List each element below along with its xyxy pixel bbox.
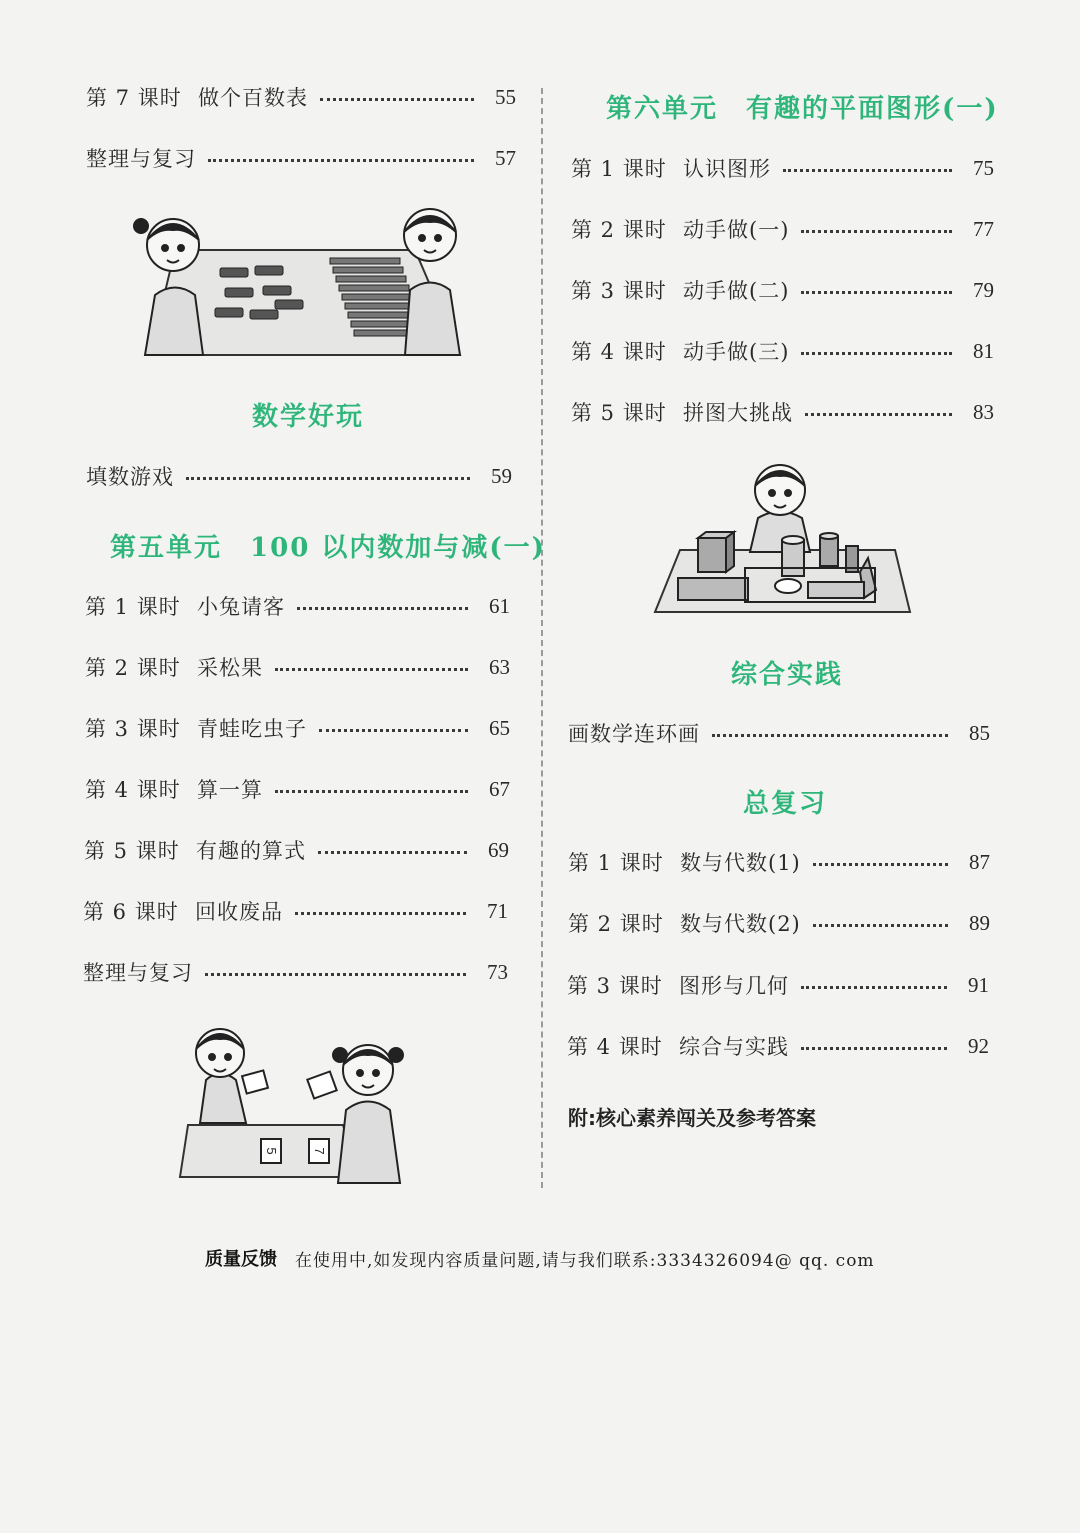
lesson-number: 第 1 课时 bbox=[571, 157, 667, 181]
page-number: 59 bbox=[491, 463, 512, 488]
leader-dots bbox=[712, 734, 948, 737]
toc-entry[interactable] bbox=[568, 716, 990, 750]
toc-entry[interactable] bbox=[83, 894, 508, 928]
page-number: 71 bbox=[487, 898, 508, 923]
lesson-title: 整理与复习 bbox=[86, 147, 196, 171]
toc-entry[interactable] bbox=[567, 968, 989, 1002]
lesson-title: 综合与实践 bbox=[679, 1035, 789, 1059]
lesson-title: 认识图形 bbox=[683, 157, 771, 181]
page-number: 81 bbox=[973, 338, 994, 363]
page-number: 77 bbox=[973, 216, 994, 241]
leader-dots bbox=[297, 607, 468, 610]
lesson-title: 算一算 bbox=[197, 778, 263, 802]
lesson-title: 数与代数(1) bbox=[680, 851, 801, 875]
kids-counting-sticks-illustration bbox=[125, 200, 475, 360]
page-number: 73 bbox=[487, 959, 508, 984]
toc-entry[interactable] bbox=[86, 141, 516, 175]
page-number: 92 bbox=[968, 1033, 989, 1058]
lesson-title: 图形与几何 bbox=[679, 974, 789, 998]
page-number: 57 bbox=[495, 145, 516, 170]
section-heading-fun-math: 数学好玩 bbox=[252, 402, 365, 432]
toc-entry[interactable] bbox=[84, 833, 509, 867]
leader-dots bbox=[813, 924, 948, 927]
leader-dots bbox=[275, 790, 468, 793]
lesson-title: 整理与复习 bbox=[83, 961, 193, 985]
kids-number-cards-illustration bbox=[178, 1015, 418, 1185]
lesson-number: 第 5 课时 bbox=[571, 401, 667, 425]
lesson-title: 小兔请客 bbox=[197, 595, 285, 619]
toc-entry[interactable] bbox=[85, 772, 510, 806]
lesson-number: 第 3 课时 bbox=[85, 717, 181, 741]
lesson-title: 有趣的算式 bbox=[196, 839, 306, 863]
unit-number: 第六单元 bbox=[606, 94, 719, 124]
lesson-number: 第 3 课时 bbox=[571, 279, 667, 303]
lesson-number: 第 2 课时 bbox=[568, 912, 664, 936]
lesson-title: 采松果 bbox=[197, 656, 263, 680]
page-number: 69 bbox=[488, 837, 509, 862]
lesson-number: 第 5 课时 bbox=[84, 839, 180, 863]
lesson-title: 动手做(三) bbox=[683, 340, 790, 364]
unit-number: 第五单元 bbox=[110, 533, 223, 563]
toc-entry[interactable] bbox=[571, 334, 994, 368]
toc-entry[interactable] bbox=[568, 845, 990, 879]
unit-heading-6 bbox=[606, 88, 999, 125]
leader-dots bbox=[801, 352, 952, 355]
page-number: 61 bbox=[489, 593, 510, 618]
toc-entry[interactable] bbox=[567, 1029, 989, 1063]
leader-dots bbox=[295, 912, 466, 915]
lesson-number: 第 2 课时 bbox=[571, 218, 667, 242]
lesson-title: 数与代数(2) bbox=[680, 912, 801, 936]
leader-dots bbox=[801, 986, 947, 989]
leader-dots bbox=[801, 1047, 947, 1050]
feedback-text: 在使用中,如发现内容质量问题,请与我们联系:3334326094@ qq. com bbox=[295, 1250, 875, 1271]
lesson-title: 回收废品 bbox=[195, 900, 283, 924]
leader-dots bbox=[805, 413, 952, 416]
lesson-title: 动手做(一) bbox=[683, 218, 790, 242]
leader-dots bbox=[320, 98, 474, 101]
leader-dots bbox=[801, 291, 952, 294]
leader-dots bbox=[319, 729, 468, 732]
leader-dots bbox=[783, 169, 952, 172]
leader-dots bbox=[801, 230, 952, 233]
page-number: 89 bbox=[969, 910, 990, 935]
page-number: 55 bbox=[495, 84, 516, 109]
lesson-title: 做个百数表 bbox=[198, 86, 308, 110]
leader-dots bbox=[318, 851, 467, 854]
lesson-number: 第 7 课时 bbox=[86, 86, 182, 110]
lesson-title: 画数学连环画 bbox=[568, 722, 700, 746]
appendix-note: 附:核心素养闯关及参考答案 bbox=[568, 1106, 816, 1130]
page-number: 63 bbox=[489, 654, 510, 679]
unit-title: 有趣的平面图形(一) bbox=[746, 94, 999, 124]
lesson-number: 第 1 课时 bbox=[568, 851, 664, 875]
toc-entry[interactable] bbox=[85, 711, 510, 745]
leader-dots bbox=[205, 973, 466, 976]
page-number: 79 bbox=[973, 277, 994, 302]
lesson-title: 动手做(二) bbox=[683, 279, 790, 303]
toc-entry[interactable] bbox=[568, 906, 990, 940]
lesson-number: 第 4 课时 bbox=[571, 340, 667, 364]
toc-entry[interactable] bbox=[85, 650, 510, 684]
feedback-label: 质量反馈 bbox=[205, 1249, 277, 1270]
page-number: 65 bbox=[489, 715, 510, 740]
toc-entry[interactable] bbox=[86, 80, 516, 114]
toc-entry[interactable] bbox=[571, 212, 994, 246]
toc-entry[interactable] bbox=[571, 395, 994, 429]
number-card: 7 bbox=[308, 1138, 330, 1164]
leader-dots bbox=[813, 863, 948, 866]
toc-entry[interactable] bbox=[85, 589, 510, 623]
lesson-title: 拼图大挑战 bbox=[683, 401, 793, 425]
leader-dots bbox=[275, 668, 468, 671]
lesson-number: 第 3 课时 bbox=[567, 974, 663, 998]
section-heading-practice: 综合实践 bbox=[731, 660, 844, 690]
toc-entry[interactable] bbox=[86, 459, 512, 493]
boy-with-3d-shapes-illustration bbox=[650, 460, 915, 620]
leader-dots bbox=[208, 159, 474, 162]
lesson-number: 第 1 课时 bbox=[85, 595, 181, 619]
toc-entry[interactable] bbox=[83, 955, 508, 989]
kids-drawing bbox=[178, 1015, 418, 1185]
page-number: 75 bbox=[973, 155, 994, 180]
number-card: 5 bbox=[260, 1138, 282, 1164]
lesson-title: 青蛙吃虫子 bbox=[197, 717, 307, 741]
page-number: 67 bbox=[489, 776, 510, 801]
lesson-number: 第 2 课时 bbox=[85, 656, 181, 680]
page-number: 83 bbox=[973, 399, 994, 424]
lesson-title: 填数游戏 bbox=[86, 465, 174, 489]
lesson-number: 第 4 课时 bbox=[85, 778, 181, 802]
page-number: 91 bbox=[968, 972, 989, 997]
unit-heading-5 bbox=[110, 527, 546, 564]
page-number: 87 bbox=[969, 849, 990, 874]
unit-title: 100 以内数加与减(一) bbox=[250, 533, 546, 563]
section-heading-review: 总复习 bbox=[743, 789, 828, 819]
lesson-number: 第 6 课时 bbox=[83, 900, 179, 924]
quality-feedback-footer bbox=[205, 1245, 875, 1271]
toc-entry[interactable] bbox=[571, 151, 994, 185]
page-number: 85 bbox=[969, 720, 990, 745]
column-divider bbox=[541, 88, 543, 1188]
leader-dots bbox=[186, 477, 470, 480]
toc-entry[interactable] bbox=[571, 273, 994, 307]
lesson-number: 第 4 课时 bbox=[567, 1035, 663, 1059]
